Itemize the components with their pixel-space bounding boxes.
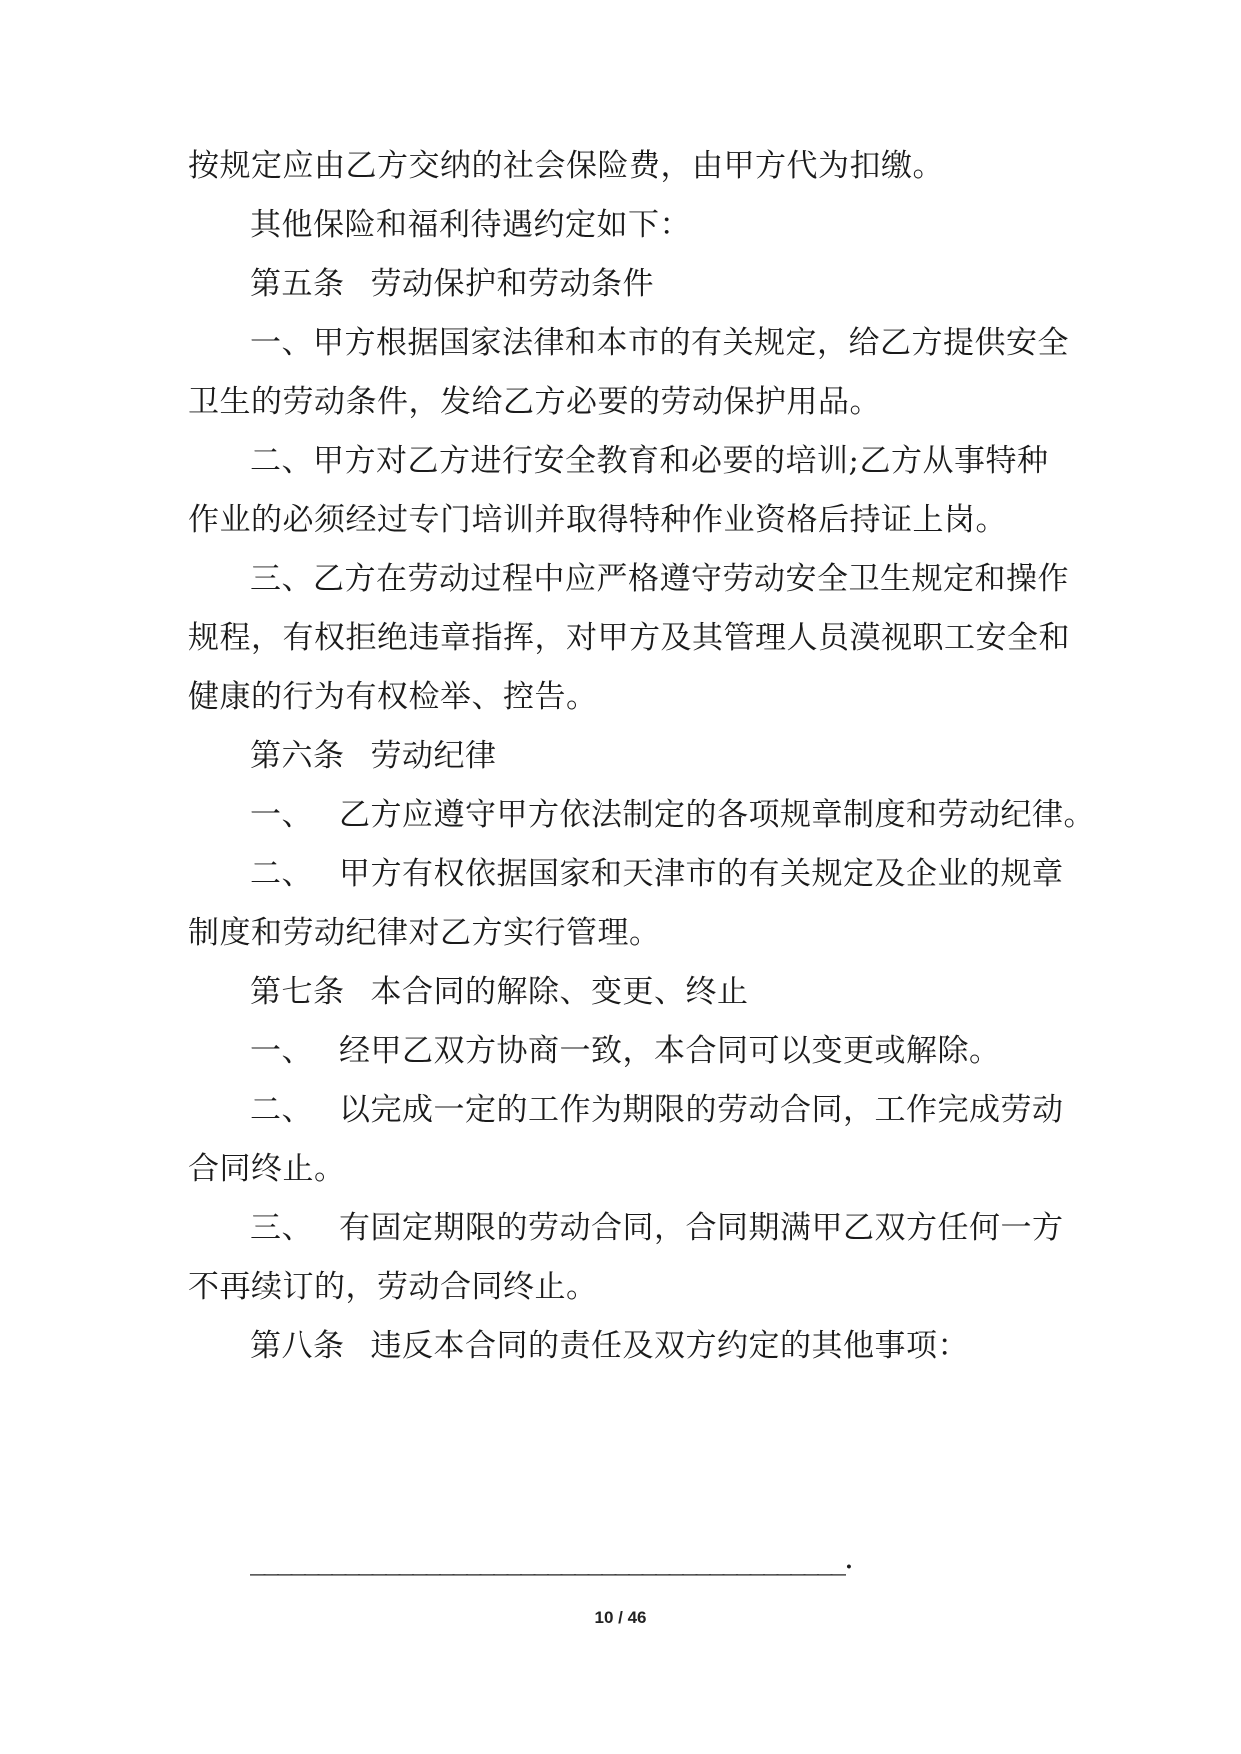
paragraph-line: 作业的必须经过专门培训并取得特种作业资格后持证上岗。: [188, 502, 1007, 538]
fill-in-blank: ____________________________________________.: [250, 1540, 852, 1576]
paragraph-line: 一、甲方根据国家法律和本市的有关规定，给乙方提供安全: [250, 325, 1069, 361]
article-heading: [250, 736, 497, 776]
article-heading: [250, 972, 749, 1012]
list-item: [250, 1208, 1064, 1248]
list-number: 三、: [250, 1210, 313, 1246]
article-title: 劳动保护和劳动条件: [370, 266, 654, 302]
article-heading: [250, 1326, 969, 1366]
paragraph-line: 卫生的劳动条件，发给乙方必要的劳动保护用品。: [188, 384, 881, 420]
list-text: 以完成一定的工作为期限的劳动合同，工作完成劳动: [339, 1092, 1064, 1128]
article-heading: [250, 264, 654, 304]
paragraph-line: 健康的行为有权检举、控告。: [188, 679, 598, 715]
list-item: [250, 1090, 1064, 1130]
article-title: 违反本合同的责任及双方约定的其他事项：: [370, 1328, 969, 1364]
list-text: 有固定期限的劳动合同，合同期满甲乙双方任何一方: [339, 1210, 1064, 1246]
paragraph-line: 按规定应由乙方交纳的社会保险费，由甲方代为扣缴。: [188, 148, 944, 184]
list-number: 一、: [250, 797, 313, 833]
paragraph-line: 其他保险和福利待遇约定如下：: [250, 207, 691, 243]
article-title: 劳动纪律: [370, 738, 497, 774]
paragraph-line: 不再续订的，劳动合同终止。: [188, 1269, 598, 1305]
list-text: 经甲乙双方协商一致，本合同可以变更或解除。: [339, 1033, 1001, 1069]
article-number: 第八条: [250, 1328, 345, 1364]
paragraph-line: 三、乙方在劳动过程中应严格遵守劳动安全卫生规定和操作: [250, 561, 1069, 597]
paragraph-line: 规程，有权拒绝违章指挥，对甲方及其管理人员漠视职工安全和: [188, 620, 1070, 656]
article-number: 第六条: [250, 738, 345, 774]
paragraph-line: 合同终止。: [188, 1151, 346, 1187]
list-number: 二、: [250, 856, 313, 892]
article-number: 第七条: [250, 974, 345, 1010]
paragraph-line: 二、甲方对乙方进行安全教育和必要的培训;乙方从事特种: [250, 443, 1049, 479]
list-item: [250, 795, 1095, 835]
list-number: 一、: [250, 1033, 313, 1069]
list-item: [250, 1031, 1001, 1071]
paragraph-line: 制度和劳动纪律对乙方实行管理。: [188, 915, 661, 951]
page-number: 10 / 46: [594, 1608, 647, 1627]
article-number: 第五条: [250, 266, 345, 302]
article-title: 本合同的解除、变更、终止: [370, 974, 749, 1010]
list-text: 甲方有权依据国家和天津市的有关规定及企业的规章: [339, 856, 1064, 892]
list-text: 乙方应遵守甲方依法制定的各项规章制度和劳动纪律。: [339, 797, 1095, 833]
list-item: [250, 854, 1064, 894]
list-number: 二、: [250, 1092, 313, 1128]
